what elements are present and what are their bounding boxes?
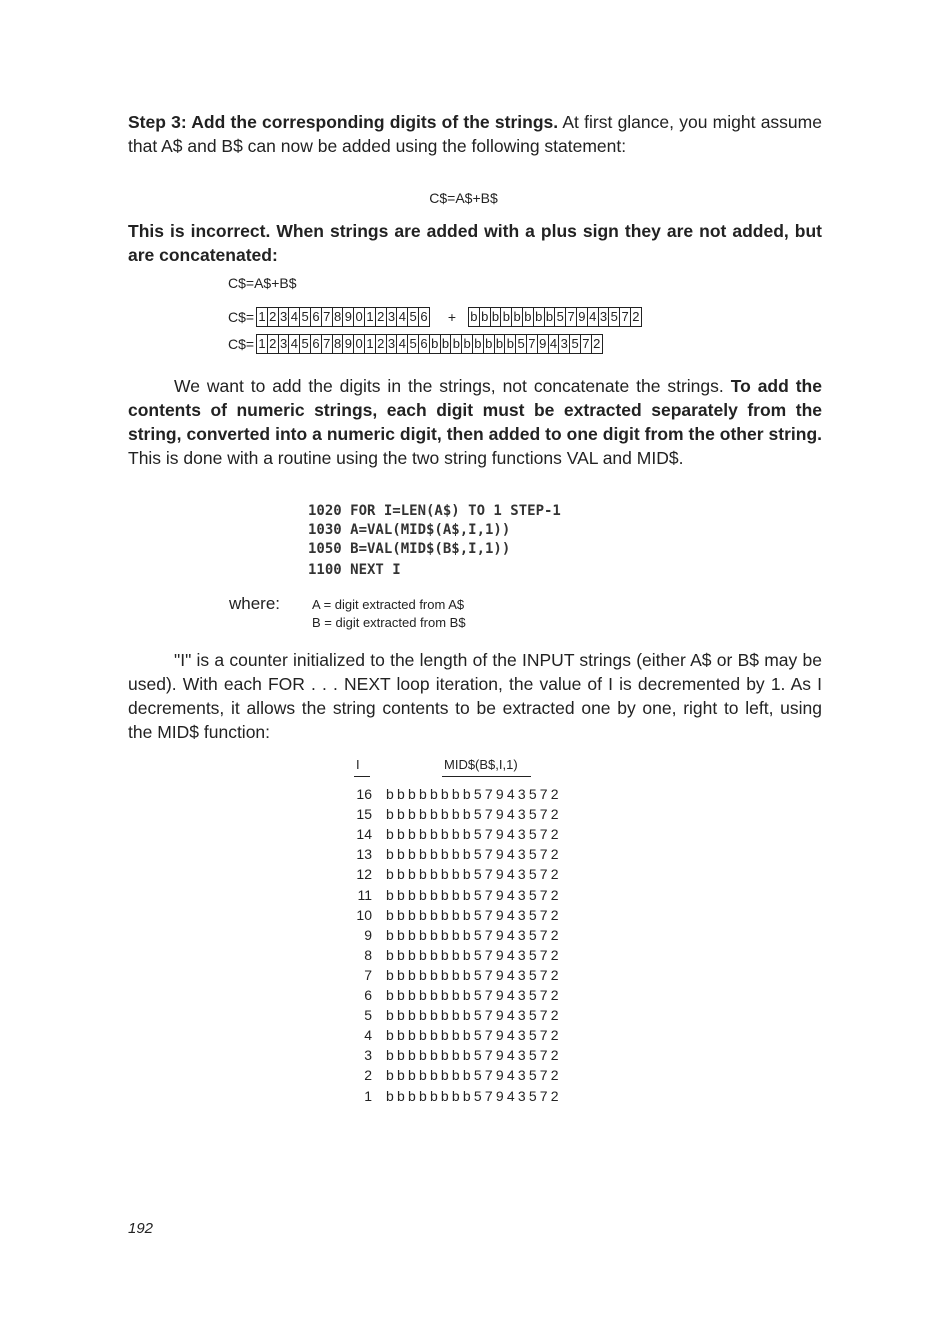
digit-box: 2: [376, 308, 387, 326]
row-string: bbbbbbbb57943572: [386, 1067, 562, 1084]
table-row: [330, 824, 562, 844]
row-index: 1: [364, 1087, 372, 1104]
step3-text: At first glance, you might assume that A$ and B$ can now be added using the following statement:: [128, 112, 822, 156]
statement: C$=A$+B$: [429, 190, 498, 206]
table-row: [330, 784, 562, 804]
table-header-i: I: [356, 757, 360, 772]
c-label: C$=: [228, 309, 255, 325]
digit-box: b: [534, 308, 545, 326]
table-row: [330, 1065, 562, 1085]
table-row: [330, 1086, 562, 1106]
row-string: bbbbbbbb57943572: [386, 1047, 562, 1064]
digit-box: 0: [354, 308, 365, 326]
digit-box: 1: [257, 335, 268, 353]
plus-sign: +: [447, 309, 457, 325]
row-index: 13: [356, 846, 372, 863]
digit-box: 4: [289, 335, 300, 353]
digit-box: 3: [279, 308, 290, 326]
concat-statement: C$=A$+B$: [228, 275, 297, 291]
row-index: 2: [364, 1067, 372, 1084]
digit-box: 3: [279, 335, 290, 353]
digit-box: b: [441, 335, 452, 353]
table-row: [330, 945, 562, 965]
row-string: bbbbbbbb57943572: [386, 846, 562, 863]
table-row: [330, 844, 562, 864]
digit-box: 3: [599, 308, 610, 326]
digit-box: 6: [420, 309, 428, 324]
a-string-boxes: [256, 307, 430, 327]
row-index: 8: [364, 946, 372, 963]
where-label: where:: [229, 594, 281, 613]
digit-box: 2: [632, 309, 640, 324]
table-header-mid: MID$(B$,I,1): [444, 757, 518, 772]
digit-box: b: [462, 335, 473, 353]
row-index: 16: [356, 786, 372, 802]
table-row: [330, 965, 562, 985]
digit-box: b: [501, 308, 512, 326]
page-number: 192: [128, 1220, 154, 1237]
table-row: [330, 905, 562, 925]
row-string: bbbbbbbb57943572: [386, 786, 562, 802]
digit-box: 5: [570, 335, 581, 353]
b-definition: B = digit extracted from B$: [312, 615, 466, 630]
code-line-2: 1030 A=VAL(MID$(A$,I,1)): [308, 522, 511, 538]
para2-text-1: We want to add the digits in the strings, not concatenate the strings.: [174, 376, 731, 396]
digit-box: b: [469, 308, 480, 326]
row-index: 7: [364, 966, 372, 983]
extraction-paragraph: [128, 374, 822, 470]
row-string: bbbbbbbb57943572: [386, 946, 562, 963]
digit-box: b: [451, 335, 462, 353]
para2-bold: To add the contents of numeric strings, each digit must be extracted separately from the string, converted into a numeric digit, then added to one digit from the other string.: [128, 376, 822, 444]
row-index: 15: [356, 806, 372, 823]
table-row: [330, 1025, 562, 1045]
digit-box: 1: [365, 308, 376, 326]
digit-box: 6: [419, 335, 430, 353]
row-string: bbbbbbbb57943572: [386, 1087, 562, 1104]
c-string-boxes: [256, 334, 603, 354]
digit-box: 5: [300, 335, 311, 353]
row-string: bbbbbbbb57943572: [386, 926, 562, 943]
b-string-boxes: [468, 307, 642, 327]
digit-box: 5: [609, 308, 620, 326]
digit-box: 5: [300, 308, 311, 326]
concat-operands-line: [228, 306, 642, 328]
row-index: 4: [364, 1027, 372, 1044]
digit-box: 3: [559, 335, 570, 353]
row-index: 5: [364, 1007, 372, 1024]
digit-box: 5: [408, 308, 419, 326]
table-row: [330, 1005, 562, 1025]
header-underline: [354, 776, 370, 777]
row-index: 3: [364, 1047, 372, 1064]
digit-box: b: [491, 308, 502, 326]
digit-box: 5: [408, 335, 419, 353]
digit-box: 8: [333, 308, 344, 326]
table-row: [330, 885, 562, 905]
digit-box: b: [523, 308, 534, 326]
header-underline: [442, 776, 531, 777]
digit-box: 1: [365, 335, 376, 353]
row-string: bbbbbbbb57943572: [386, 866, 562, 883]
digit-box: 7: [566, 308, 577, 326]
digit-box: 0: [354, 335, 365, 353]
row-index: 9: [364, 926, 372, 943]
digit-box: 5: [555, 308, 566, 326]
step3-heading: Step 3: Add the corresponding digits of the strings.: [128, 112, 559, 132]
table-row: [330, 985, 562, 1005]
digit-box: 2: [376, 335, 387, 353]
digit-box: 2: [268, 335, 279, 353]
digit-box: 9: [577, 308, 588, 326]
row-string: bbbbbbbb57943572: [386, 886, 562, 903]
row-index: 12: [356, 866, 372, 883]
digit-box: 4: [549, 335, 560, 353]
table-row: [330, 804, 562, 824]
digit-box: 3: [387, 335, 398, 353]
row-string: bbbbbbbb57943572: [386, 806, 562, 823]
concat-result-line: [228, 333, 603, 355]
digit-box: b: [484, 335, 495, 353]
digit-box: b: [512, 308, 523, 326]
digit-box: 7: [322, 308, 333, 326]
digit-box: 4: [588, 308, 599, 326]
digit-box: b: [545, 308, 556, 326]
row-string: bbbbbbbb57943572: [386, 826, 562, 843]
row-string: bbbbbbbb57943572: [386, 1027, 562, 1044]
digit-box: 4: [397, 308, 408, 326]
digit-box: 9: [343, 335, 354, 353]
digit-box: 6: [311, 308, 322, 326]
table-row: [330, 1045, 562, 1065]
step3-paragraph: [128, 110, 822, 158]
digit-box: 2: [593, 336, 601, 351]
digit-box: 1: [257, 308, 268, 326]
table-row: [330, 864, 562, 884]
row-index: 11: [357, 886, 372, 903]
row-index: 14: [356, 826, 372, 843]
digit-box: 7: [322, 335, 333, 353]
a-definition: A = digit extracted from A$: [312, 597, 465, 612]
digit-box: 7: [581, 335, 592, 353]
digit-box: 9: [343, 308, 354, 326]
row-string: bbbbbbbb57943572: [386, 966, 562, 983]
digit-box: b: [473, 335, 484, 353]
c-result-label: C$=: [228, 336, 255, 352]
digit-box: 7: [620, 308, 631, 326]
digit-box: 3: [387, 308, 398, 326]
digit-box: b: [480, 308, 491, 326]
digit-box: 2: [268, 308, 279, 326]
digit-box: b: [495, 335, 506, 353]
digit-box: 8: [333, 335, 344, 353]
row-string: bbbbbbbb57943572: [386, 1007, 562, 1024]
row-index: 10: [356, 906, 372, 923]
digit-box: b: [505, 335, 516, 353]
digit-box: b: [430, 335, 441, 353]
row-index: 6: [364, 987, 372, 1003]
table-row: [330, 925, 562, 945]
digit-box: 7: [527, 335, 538, 353]
counter-paragraph: "I" is a counter initialized to the length of the INPUT strings (either A$ or B$ may be used). With each FOR . . . NEXT loop iteration, the value of I is decremented by 1. As I decrements, it allows the string contents to be extracted one by one, right to left, using the MID$ function:: [128, 650, 822, 742]
code-line-1: 1020 FOR I=LEN(A$) TO 1 STEP-1: [308, 503, 561, 519]
digit-box: 4: [289, 308, 300, 326]
digit-box: 5: [516, 335, 527, 353]
para2-text-2: This is done with a routine using the two string functions VAL and MID$.: [128, 448, 684, 468]
code-line-4: 1100 NEXT I: [308, 562, 401, 578]
digit-box: 4: [397, 335, 408, 353]
row-string: bbbbbbbb57943572: [386, 906, 562, 923]
digit-box: 9: [538, 335, 549, 353]
incorrect-note: This is incorrect. When strings are added with a plus sign they are not added, but are concatenated:: [128, 221, 822, 265]
row-string: bbbbbbbb57943572: [386, 987, 562, 1003]
digit-box: 6: [311, 335, 322, 353]
code-line-3: 1050 B=VAL(MID$(B$,I,1)): [308, 541, 511, 557]
